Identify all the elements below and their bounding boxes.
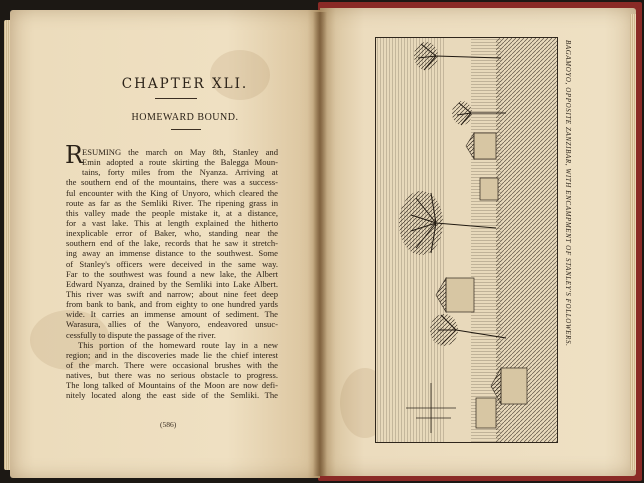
- text-line: from bank to bank, and from eighty to one hundred yards: [66, 299, 278, 310]
- drop-cap: R: [65, 141, 84, 169]
- caption-text: BAGAMOYO, OPPOSITE ZANZIBAR, WITH ENCAMPMENT OF STANLEY'S FOLLOWERS.: [564, 40, 572, 347]
- text-line: The long talked of Mountains of the Moon are now defi-: [66, 380, 278, 391]
- book-gutter: [313, 12, 327, 476]
- body-text: [66, 147, 278, 401]
- text-line: ing away an immense distance to the southwest. Some: [66, 248, 278, 259]
- text-line: Warasura, allies of the Wanyoro, endeavored unsuc-: [66, 319, 278, 330]
- engraving-illustration: [375, 37, 558, 443]
- text-line: ful encounter with the King of Unyoro, which cleared the: [66, 187, 278, 198]
- text-line: ESUMING the march on May 8th, Stanley and: [82, 147, 278, 157]
- text-line: region; and in the discoveries made lie the chief interest: [66, 349, 278, 360]
- text-line: tains, forty miles from the Nyanza. Arriving at: [82, 167, 278, 178]
- text-line: nitely located along the east side of the Semliki. The: [66, 390, 278, 401]
- right-page-edges: [630, 14, 636, 470]
- chapter-subtitle: HOMEWARD BOUND.: [131, 112, 239, 123]
- text-line: cessfully to dispute the passage of the river.: [66, 329, 216, 340]
- text-line: of the march. There were occasional brushes with the: [66, 359, 278, 370]
- illustration-caption: [560, 40, 572, 440]
- page-number: (586): [160, 420, 177, 429]
- text-line: southern end of the lake, records that he saw it stretch-: [66, 238, 278, 249]
- text-line: of Stanley's officers were deceived in the same way.: [66, 258, 278, 269]
- text-line: the southern end of the mountains, there was a success-: [66, 177, 278, 188]
- text-line: wide. It carries an immense amount of sediment. The: [66, 309, 278, 320]
- text-line: This portion of the homeward route lay in a new: [78, 339, 278, 350]
- subtitle-rule: [171, 129, 201, 130]
- text-line: for a vast lake. This at length explained the hitherto: [66, 217, 278, 228]
- text-line: route as far as the Semliki River. The ripening grass in: [66, 197, 278, 208]
- text-line: Far to the southwest was found a new lake, the Albert: [66, 268, 278, 279]
- text-line: inexplicable error of Baker, who, standing near the: [66, 228, 278, 239]
- text-line: this valley made the people mistake it, at a distance,: [66, 207, 278, 218]
- text-line: Edward Nyanza, drained by the Semliki into Lake Albert.: [66, 278, 278, 289]
- title-rule: [155, 98, 197, 99]
- engraving-drawing: [376, 38, 557, 442]
- text-line: natives, but there was no serious obstacle to progress.: [66, 370, 278, 381]
- text-line: This river was swift and narrow; about nine feet deep: [66, 288, 278, 299]
- chapter-title: CHAPTER XLI.: [121, 76, 249, 92]
- text-line: Emin adopted a route skirting the Balegga Moun-: [82, 157, 278, 168]
- paper-stain: [210, 50, 270, 100]
